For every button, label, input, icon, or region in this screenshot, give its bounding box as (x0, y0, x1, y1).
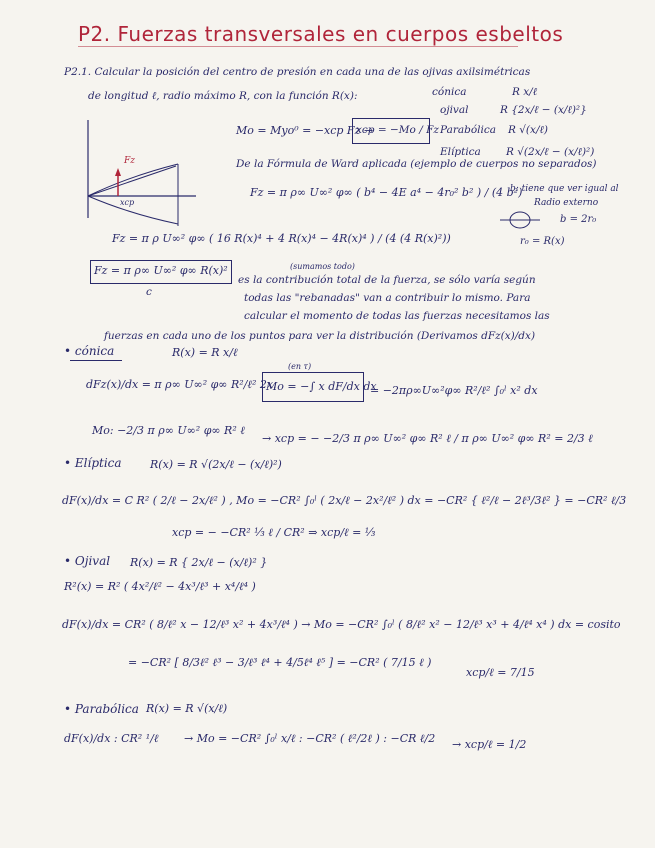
explain-line-3: calcular el momento de todas las fuerzas necesitamos las (244, 310, 550, 322)
explain-line-2: todas las "rebanadas" van a contribuir lo mismo. Para (244, 292, 531, 304)
parabolica-rx: R(x) = R √(x/ℓ) (146, 702, 228, 715)
xcp-label: xcp (120, 198, 135, 207)
conica-xcp-line: → xcp = − −2/3 π ρ∞ U∞² φ∞ R² ℓ / π ρ∞ U∞² φ∞ R² = 2/3 ℓ (262, 432, 593, 445)
ojival-xcp: xcp/ℓ = 7/15 (466, 666, 535, 679)
boxed-sub: c (146, 286, 152, 298)
shape-formula-ojival: R {2x/ℓ − (x/ℓ)²} (500, 104, 587, 116)
shape-formula-conica: R x/ℓ (512, 86, 538, 98)
xcp-boxed: xcp = −Mo / Fz (356, 124, 439, 136)
shape-name-eliptica: Elíptica (440, 146, 481, 158)
boxed-fz: Fz = π ρ∞ U∞² φ∞ R(x)² (94, 264, 228, 277)
ward-note: De la Fórmula de Ward aplicada (ejemplo de cuerpos no separados) (236, 158, 597, 170)
side-note-4: r₀ = R(x) (520, 236, 565, 247)
parabolica-mo: → Mo = −CR² ∫₀ˡ x/ℓ : −CR² ( ℓ²/2ℓ ) : −CR ℓ/2 (184, 732, 436, 745)
fz-equation-2: Fz = π ρ U∞² φ∞ ( 16 R(x)⁴ + 4 R(x)⁴ − 4R(x)⁴ ) / (4 (4 R(x)²)) (112, 232, 451, 245)
shape-name-conica: cónica (432, 86, 467, 98)
conica-mo-line: Mo: −2/3 π ρ∞ U∞² φ∞ R² ℓ (92, 424, 245, 437)
parabolica-deriv: dF(x)/dx : CR² ¹/ℓ (64, 732, 159, 745)
conica-boxed-mo: Mo = −∫ x dF/dx dx (266, 380, 377, 393)
ojival-deriv: dF(x)/dx = CR² ( 8/ℓ² x − 12/ℓ³ x² + 4x³/ℓ⁴ ) → Mo = −CR² ∫₀ˡ ( 8/ℓ² x² − 12/ℓ³ x³ + 4/ℓ⁴ x⁴ ) dx = cosito (62, 618, 621, 631)
problem-line-1: P2.1. Calcular la posición del centro de presión en cada una de las ojivas axilsimétricas (64, 66, 531, 78)
bracket-note: (sumamos todo) (290, 262, 355, 271)
eliptica-deriv: dF(x)/dx = C R² ( 2/ℓ − 2x/ℓ² ) , Mo = −CR² ∫₀ˡ ( 2x/ℓ − 2x²/ℓ² ) dx = −CR² { ℓ²/ℓ − 2ℓ³/3ℓ² } = −CR² ℓ/3 (62, 494, 627, 507)
explain-line-4: fuerzas en cada uno de los puntos para ver la distribución (Derivamos dFz(x)/dx) (104, 330, 536, 342)
conica-header: • cónica (64, 344, 115, 358)
conica-deriv: dFz(x)/dx = π ρ∞ U∞² φ∞ R²/ℓ² 2x. (86, 378, 277, 391)
conica-rx: R(x) = R x/ℓ (172, 346, 238, 359)
eliptica-xcp: xcp = − −CR² ⅓ ℓ / CR² ⇒ xcp/ℓ = ⅓ (172, 526, 376, 539)
fz-equation: Fz = π ρ∞ U∞² φ∞ ( b⁴ − 4E a⁴ − 4r₀² b² ) / (4 b²) (250, 186, 523, 199)
eliptica-header: • Elíptica (64, 456, 122, 470)
side-note-2: Radio externo (534, 198, 599, 208)
conica-note: (en τ) (288, 362, 312, 371)
shape-formula-eliptica: R √(2x/ℓ − (x/ℓ)²) (506, 146, 595, 158)
parabolica-xcp: → xcp/ℓ = 1/2 (452, 738, 527, 751)
parabolica-header: • Parabólica (64, 702, 139, 716)
shape-name-ojival: ojival (440, 104, 469, 116)
problem-line-2: de longitud ℓ, radio máximo R, con la función R(x): (88, 90, 358, 102)
ojival-rx: R(x) = R { 2x/ℓ − (x/ℓ)² } (130, 556, 268, 569)
ojival-mo-eval: = −CR² [ 8/3ℓ² ℓ³ − 3/ℓ³ ℓ⁴ + 4/5ℓ⁴ ℓ⁵ ] = −CR² ( 7/15 ℓ ) (128, 656, 432, 669)
shape-formula-parabolica: R √(x/ℓ) (508, 124, 548, 136)
ojival-header: • Ojival (64, 554, 111, 568)
page-title: P2. Fuerzas transversales en cuerpos esbeltos (78, 22, 564, 46)
conica-underline (70, 360, 122, 361)
force-label: Fz (124, 156, 135, 166)
side-note-3: b = 2r₀ (560, 214, 597, 225)
ojival-r2: R²(x) = R² ( 4x²/ℓ² − 4x³/ℓ³ + x⁴/ℓ⁴ ) (64, 580, 256, 593)
moment-def: Mo = Myo⁰ = −xcp Fz → (236, 124, 374, 137)
eliptica-rx: R(x) = R √(2x/ℓ − (x/ℓ)²) (150, 458, 282, 471)
explain-line-1: es la contribución total de la fuerza, se sólo varía según (238, 274, 536, 286)
side-note-1: b: tiene que ver igual al (510, 184, 619, 194)
conica-mo-result: = −2πρ∞U∞²φ∞ R²/ℓ² ∫₀ˡ x² dx (370, 384, 538, 397)
shape-name-parabolica: Parabólica (440, 124, 497, 136)
